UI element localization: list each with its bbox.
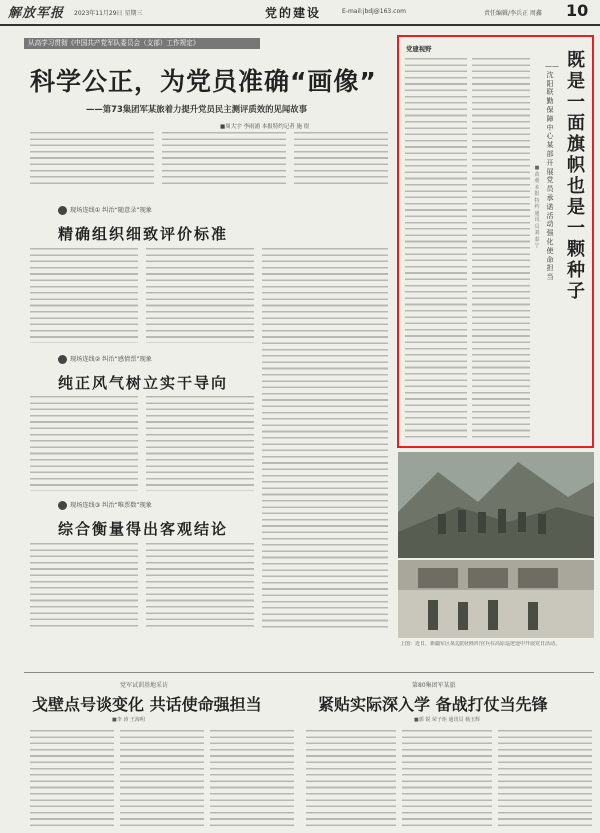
bottom-left-text-col1 [30, 730, 114, 826]
section-tag-1 [58, 205, 152, 215]
sidebar-title: 既是一面旗帜 也是一颗种子 [567, 50, 585, 302]
bottom-right-column: 第80集团军某旅 [412, 682, 456, 689]
bottom-right-text-col1 [306, 730, 396, 826]
top-banner: 从高学习贯彻《中国共产党军队委员会（支部）工作规定》 [24, 38, 260, 49]
photo-patrol [398, 452, 594, 558]
bottom-left-text-col3 [210, 730, 294, 826]
responsible-editor: 责任编辑/李兵正 周鑫 [484, 10, 542, 17]
bottom-left-title: 戈壁点号谈变化 共话使命强担当 [32, 695, 262, 714]
bottom-right-text-col2 [402, 730, 492, 826]
intro-text-col3 [294, 132, 388, 184]
bullet-icon [58, 206, 67, 215]
section-title-2: 纯正风气树立实干导向 [58, 374, 229, 392]
section1-text-col1 [30, 248, 138, 343]
section3-text-col2 [146, 543, 254, 630]
contact-email: E-mail:jbdj@163.com [342, 8, 406, 15]
bottom-divider [24, 672, 594, 673]
sidebar-byline: ■苗 童 本报特约通讯员 刘泰宁 [534, 165, 540, 249]
sidebar-text-col1 [405, 58, 467, 440]
section-title: 党的建设 [265, 6, 322, 20]
section1-text-col2 [146, 248, 254, 343]
bottom-right-text-col3 [498, 730, 592, 826]
bottom-right-title: 紧贴实际深入学 备战打仗当先锋 [318, 695, 548, 714]
main-subhead: ——第73集团军某旅着力提升党员民主测评质效的见闻故事 [86, 104, 308, 114]
bottom-left-text-col2 [120, 730, 204, 826]
section-title-1: 精确组织细致评价标准 [58, 225, 229, 243]
photo-caption: 上图：近日，新疆军区某边防团组织官兵在高原巡逻途中开展党日活动。 [400, 641, 561, 647]
section-tag-3 [58, 500, 152, 510]
section-title-3: 综合衡量得出客观结论 [58, 520, 229, 538]
photo-exhibition [398, 560, 594, 638]
bullet-icon [58, 355, 67, 364]
section2-text-col2 [146, 396, 254, 491]
issue-date: 2023年11月29日 星期三 [74, 10, 143, 17]
intro-text-col2 [162, 132, 286, 184]
bottom-right-byline: ■郭 锐 荣子炬 通讯员 杨玉辉 [414, 717, 481, 723]
main-byline: ■周大宇 李雨浦 本报特约记者 施 煜 [220, 124, 310, 130]
bottom-left-column: 党军试训基地采访 [120, 682, 169, 689]
main-headline: 科学公正，为党员准确“画像” [30, 67, 377, 96]
section-tag-text: 现场连线② 纠治“感情票”现象 [70, 356, 152, 363]
sidebar-text-col2 [472, 58, 530, 440]
section-tag-2 [58, 354, 152, 364]
page-number: 10 [566, 1, 589, 20]
mountain-photo-icon [398, 452, 594, 558]
section3-text-col1 [30, 543, 138, 630]
section-tag-text: 现场连线③ 纠治“唯票数”现象 [70, 502, 152, 509]
hall-photo-icon [398, 560, 594, 638]
bullet-icon [58, 501, 67, 510]
sidebar-column-label: 党建视野 [406, 45, 432, 53]
section2-text-col1 [30, 396, 138, 491]
newspaper-logo: 解放军报 [8, 6, 65, 21]
section-tag-text: 现场连线① 纠治“随意录”现象 [70, 207, 152, 214]
bottom-left-byline: ■李 涛 王海明 [112, 717, 145, 723]
sidebar-subtitle: ——沈阳联勤保障中心某部开展党员承诺活动强化使命担当 [545, 62, 559, 282]
right-text-column [262, 248, 388, 628]
intro-text-col1 [30, 132, 154, 184]
